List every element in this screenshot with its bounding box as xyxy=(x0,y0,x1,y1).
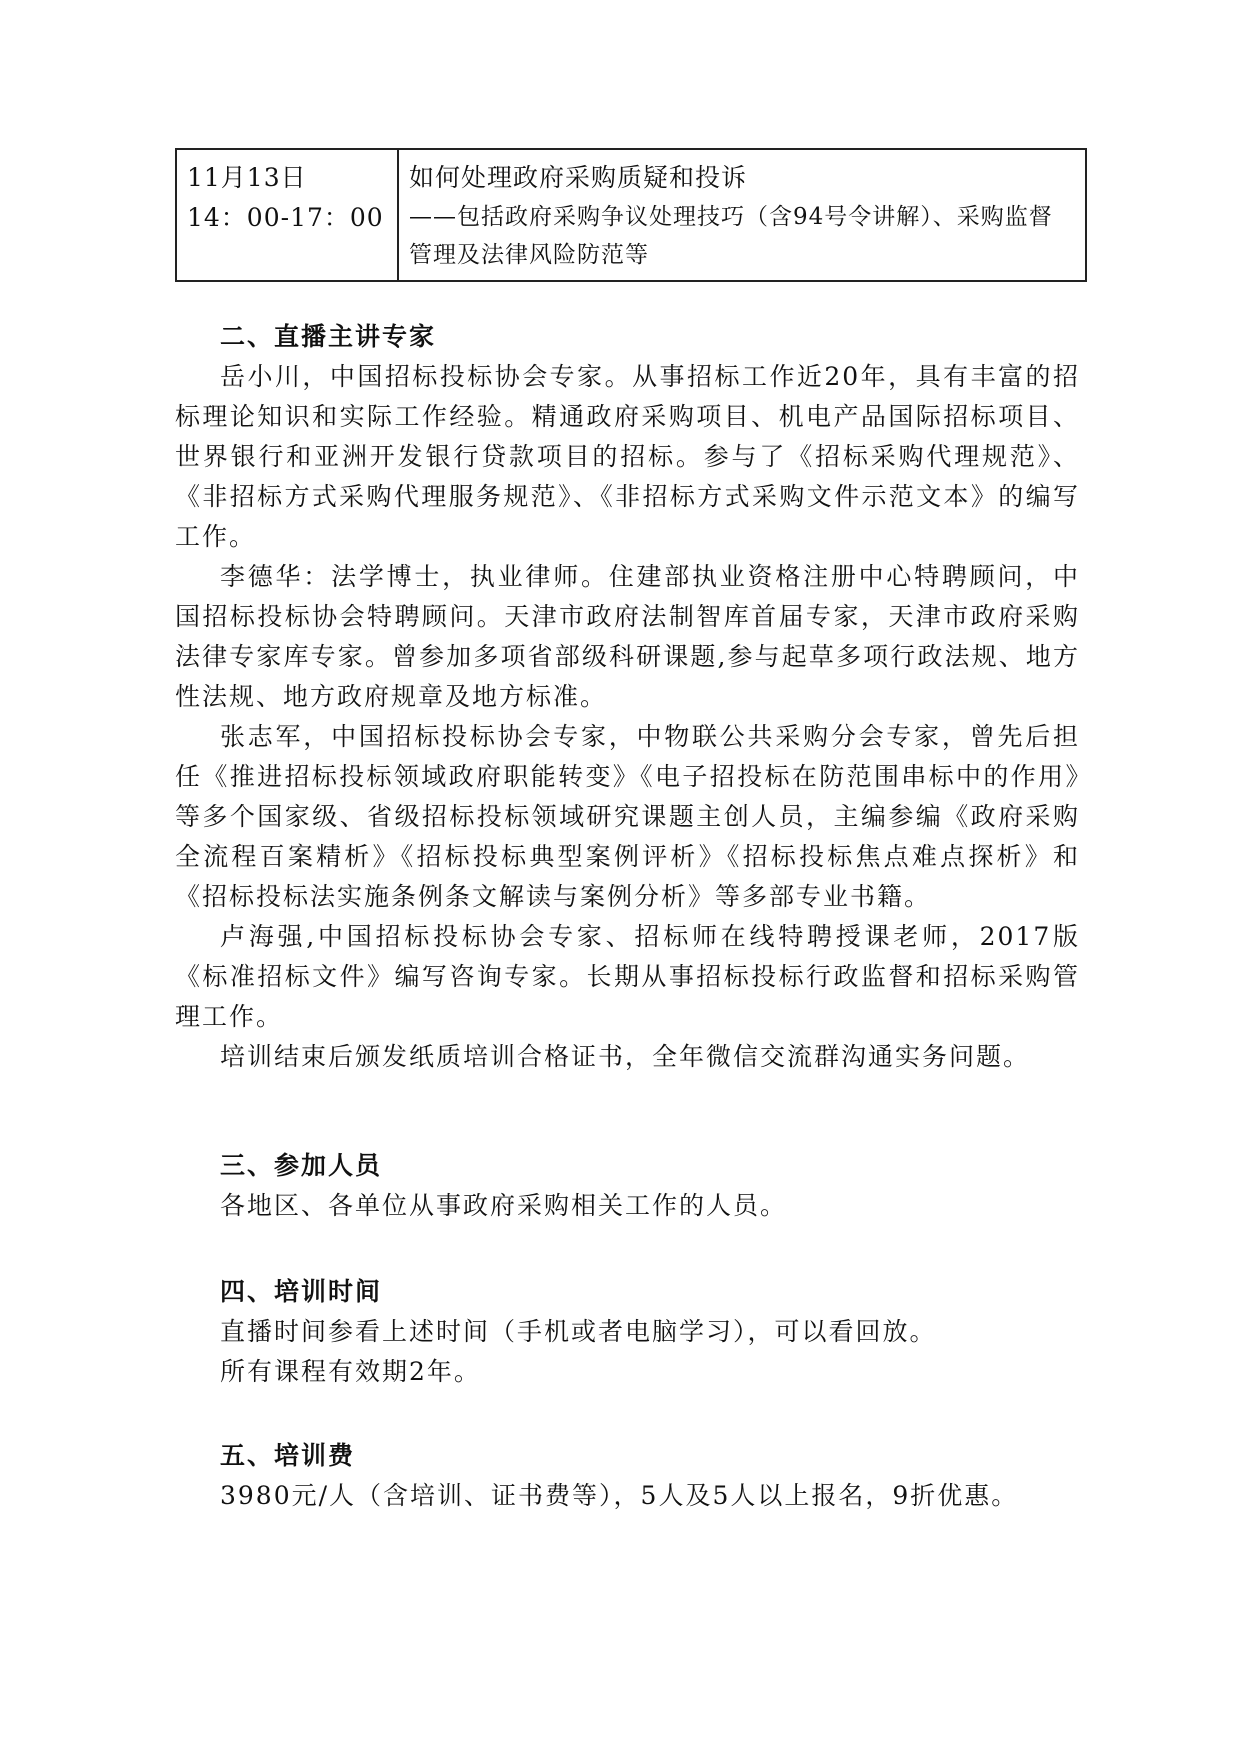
schedule-topic-desc: ——包括政府采购争议处理技巧（含94号令讲解）、采购监督管理及法律风险防范等 xyxy=(409,204,1053,268)
section-training-time-heading: 四、培训时间 xyxy=(220,1277,383,1306)
expert-paragraph: 李德华：法学博士，执业律师。住建部执业资格注册中心特聘顾问，中国招标投标协会特聘顾问。天津市政府法制智库首届专家，天津市政府采购法律专家库专家。曾参加多项省部级科研课题,参与起草多项行政法规、地方性法规、地方政府规章及地方标准。 xyxy=(175,562,1080,711)
section-fee-heading: 五、培训费 xyxy=(220,1441,356,1470)
certificate-note: 培训结束后颁发纸质培训合格证书，全年微信交流群沟通实务问题。 xyxy=(220,1042,1031,1071)
schedule-row xyxy=(176,149,1086,281)
schedule-time-cell xyxy=(176,149,398,281)
expert-paragraph: 张志军，中国招标投标协会专家，中物联公共采购分会专家，曾先后担任《推进招标投标领域政府职能转变》《电子招投标在防范围串标中的作用》等多个国家级、省级招标投标领域研究课题主创人员，主编参编《政府采购全流程百案精析》《招标投标典型案例评析》《招标投标焦点难点探析》和《招标投标法实施条例条文解读与案例分析》等多部专业书籍。 xyxy=(175,722,1080,911)
schedule-time: 14：00-17：00 xyxy=(187,203,384,232)
training-time-line2: 所有课程有效期2年。 xyxy=(220,1357,481,1386)
section-fee xyxy=(175,1436,1080,1516)
training-time-line1: 直播时间参看上述时间（手机或者电脑学习），可以看回放。 xyxy=(220,1317,937,1346)
section-participants xyxy=(175,1146,1080,1226)
section-training-time xyxy=(175,1272,1080,1392)
schedule-date: 11月13日 xyxy=(187,163,307,192)
schedule-table xyxy=(175,148,1087,282)
schedule-topic-title: 如何处理政府采购质疑和投诉 xyxy=(409,163,748,192)
section-participants-heading: 三、参加人员 xyxy=(220,1151,383,1180)
participants-text: 各地区、各单位从事政府采购相关工作的人员。 xyxy=(220,1191,788,1220)
section-experts xyxy=(175,317,1080,1077)
expert-paragraph: 卢海强,中国招标投标协会专家、招标师在线特聘授课老师，2017版《标准招标文件》编写咨询专家。长期从事招标投标行政监督和招标采购管理工作。 xyxy=(175,922,1080,1031)
schedule-topic-cell xyxy=(398,149,1086,281)
expert-paragraph: 岳小川，中国招标投标协会专家。从事招标工作近20年，具有丰富的招标理论知识和实际工作经验。精通政府采购项目、机电产品国际招标项目、世界银行和亚洲开发银行贷款项目的招标。参与了《招标采购代理规范》、《非招标方式采购代理服务规范》、《非招标方式采购文件示范文本》的编写工作。 xyxy=(175,362,1080,551)
section-experts-heading: 二、直播主讲专家 xyxy=(220,322,437,351)
fee-text: 3980元/人（含培训、证书费等），5人及5人以上报名，9折优惠。 xyxy=(220,1481,1019,1510)
